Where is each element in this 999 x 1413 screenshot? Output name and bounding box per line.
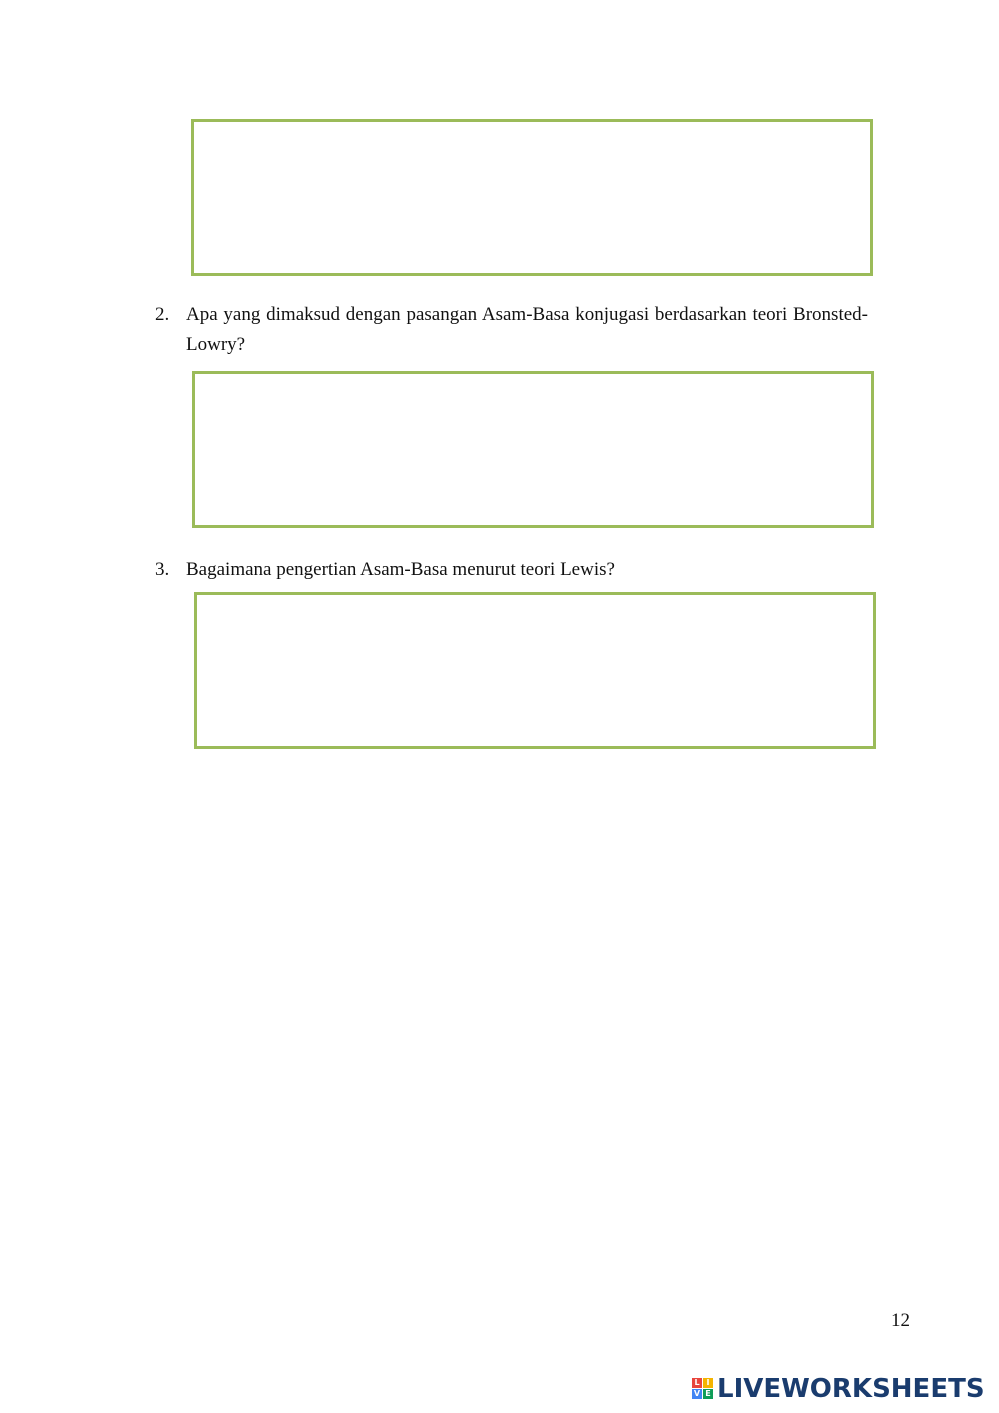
logo-letter-e: E [703,1389,713,1399]
brand-name: LIVEWORKSHEETS [717,1374,985,1404]
question-3-text: Bagaimana pengertian Asam-Basa menurut teori Lewis? [186,559,615,580]
logo-letter-l: L [692,1378,702,1388]
liveworksheets-logo-icon [692,1378,714,1400]
answer-box-2[interactable] [192,371,874,528]
question-3-number: 3. [155,559,170,580]
question-2-text: Apa yang dimaksud dengan pasangan Asam-Basa konjugasi berdasarkan teori Bronsted-Lowry? [186,304,868,355]
question-2-number: 2. [155,304,170,325]
page-number: 12 [891,1310,910,1331]
answer-box-1[interactable] [191,119,873,276]
answer-box-3[interactable] [194,592,876,749]
logo-letter-i: I [703,1378,713,1388]
logo-letter-v: V [693,1389,701,1398]
question-2 [155,300,868,360]
liveworksheets-brand [692,1372,985,1406]
question-3 [155,555,868,585]
